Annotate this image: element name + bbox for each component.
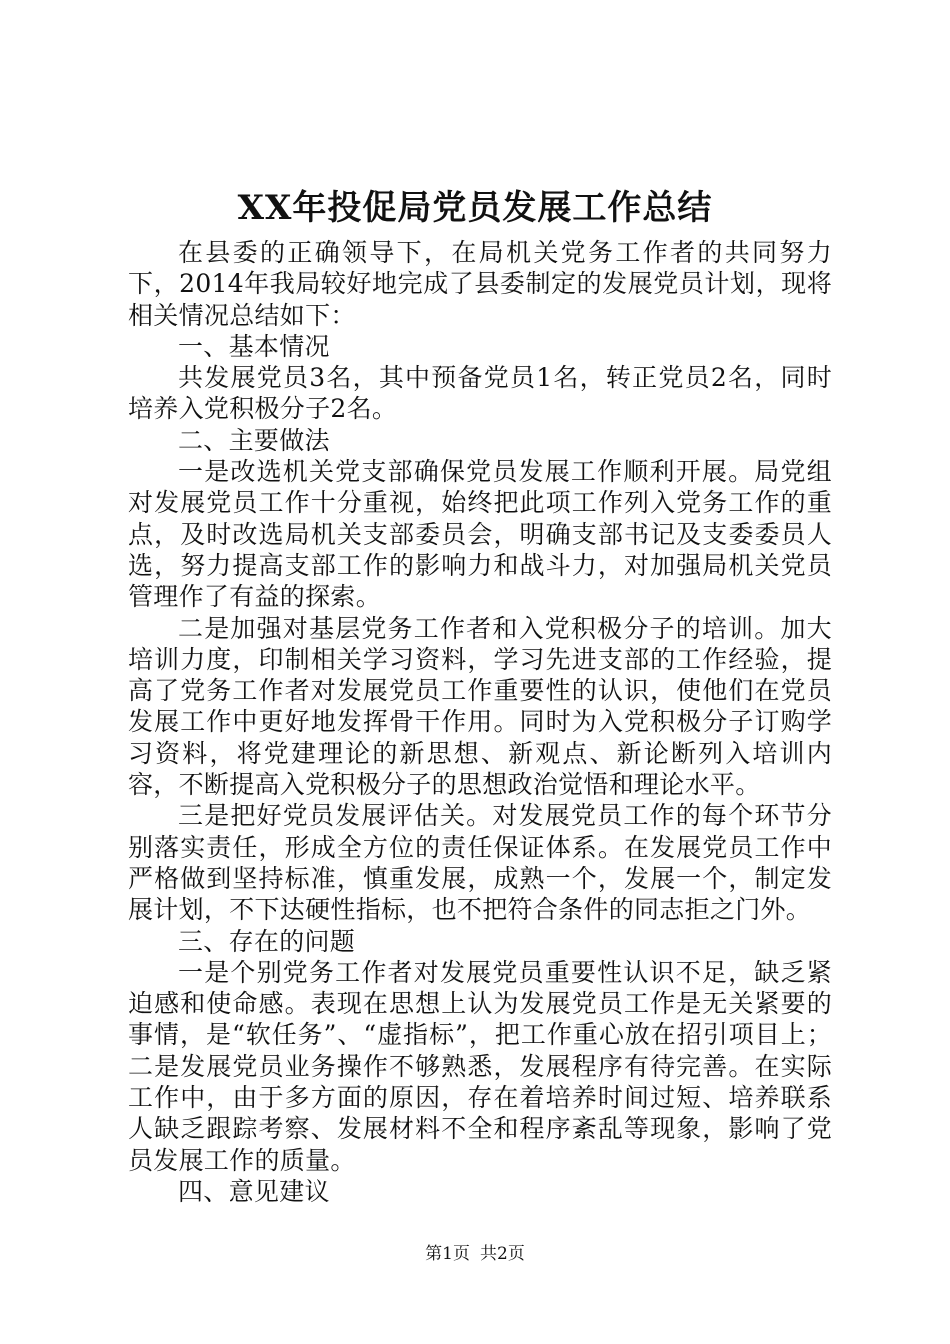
document-title: XX年投促局党员发展工作总结 (237, 188, 713, 228)
page-total: 共2页 (480, 1244, 525, 1264)
page-footer (0, 1242, 950, 1266)
paragraph-practice-1: 一是改选机关党支部确保党员发展工作顺利开展。局党组对发展党员工作十分重视，始终把此项工作列入党务工作的重点，及时改选局机关支部委员会，明确支部书记及支委委员人选，努力提高支部工作的影响力和战斗力，对加强局机关党员管理作了有益的探索。 (128, 457, 832, 612)
document-body (128, 237, 832, 1207)
paragraph-problems: 一是个别党务工作者对发展党员重要性认识不足，缺乏紧迫感和使命感。表现在思想上认为发展党员工作是无关紧要的事情，是“软任务”、“虚指标”，把工作重心放在招引项目上；二是发展党员业务操作不够熟悉，发展程序有待完善。在实际工作中，由于多方面的原因，存在着培养时间过短、培养联系人缺乏跟踪考察、发展材料不全和程序紊乱等现象，影响了党员发展工作的质量。 (128, 957, 832, 1175)
paragraph-basic-situation: 共发展党员3名，其中预备党员1名，转正党员2名，同时培养入党积极分子2名。 (128, 363, 832, 424)
paragraph-intro: 在县委的正确领导下，在局机关党务工作者的共同努力下，2014年我局较好地完成了县委制定的发展党员计划，现将相关情况总结如下： (128, 238, 832, 330)
heading-basic-situation: 一、基本情况 (178, 331, 330, 361)
paragraph-practice-3: 三是把好党员发展评估关。对发展党员工作的每个环节分别落实责任，形成全方位的责任保证体系。在发展党员工作中严格做到坚持标准，慎重发展，成熟一个，发展一个，制定发展计划，不下达硬性指标，也不把符合条件的同志拒之门外。 (128, 801, 832, 925)
page-number: 第1页 (425, 1244, 470, 1264)
heading-main-practices: 二、主要做法 (178, 425, 330, 455)
heading-suggestions: 四、意见建议 (178, 1176, 330, 1206)
paragraph-practice-2: 二是加强对基层党务工作者和入党积极分子的培训。加大培训力度，印制相关学习资料，学习先进支部的工作经验，提高了党务工作者对发展党员工作重要性的认识，使他们在党员发展工作中更好地发挥骨干作用。同时为入党积极分子订购学习资料，将党建理论的新思想、新观点、新论断列入培训内容，不断提高入党积极分子的思想政治觉悟和理论水平。 (128, 613, 832, 800)
heading-existing-problems: 三、存在的问题 (178, 926, 356, 956)
